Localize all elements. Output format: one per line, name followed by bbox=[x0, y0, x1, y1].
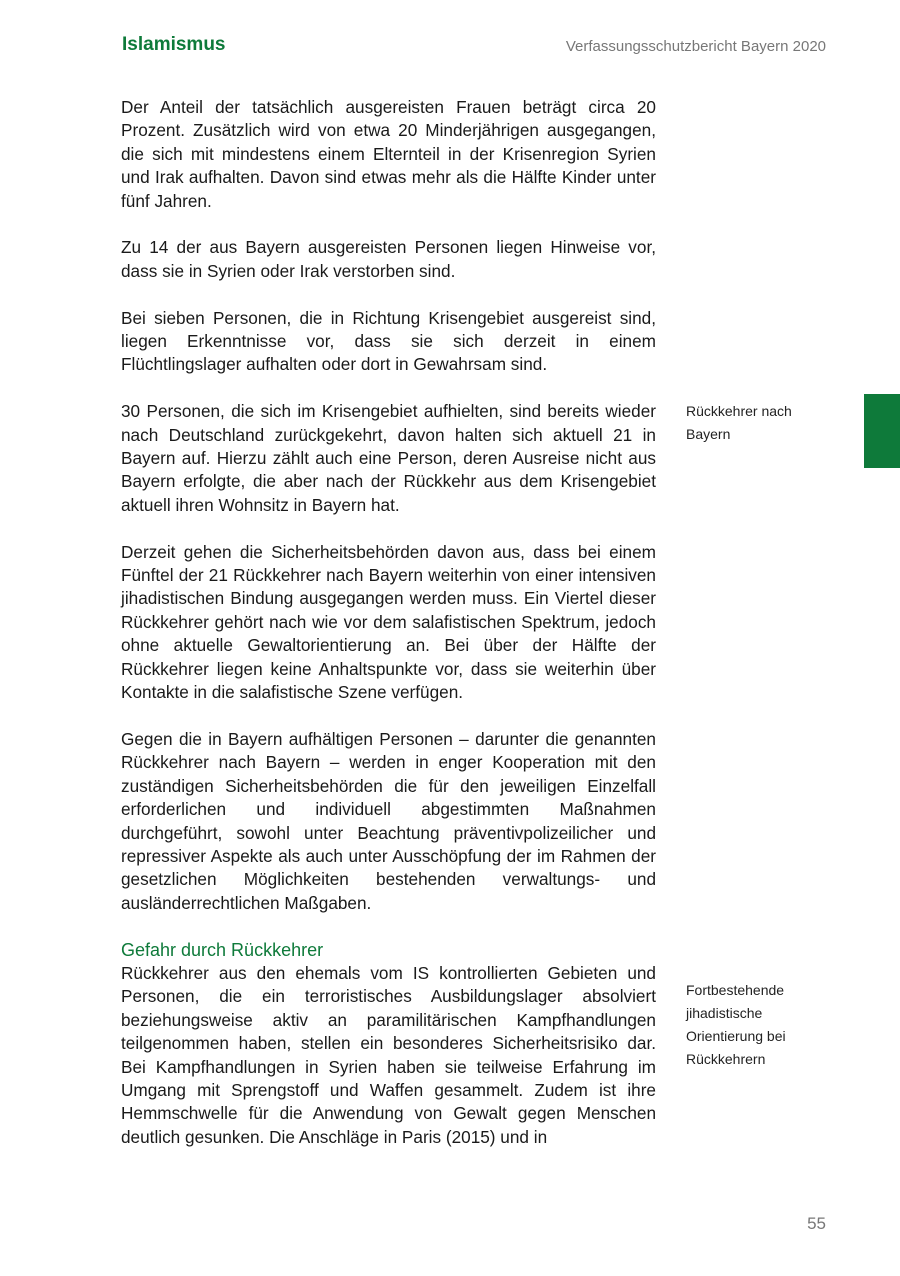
paragraph-women-share: Der Anteil der tatsächlich ausgereisten Frauen beträgt circa 20 Prozent. Zusätzlich wird von etwa 20 Minderjährigen ausgegangen, die sich mit mindestens einem Elternteil in der Krisenregion Syrien und Irak aufhalten. Davon sind etwas mehr als die Hälfte Kinder unter fünf Jahren. bbox=[121, 97, 656, 211]
chapter-tab-marker bbox=[864, 394, 900, 468]
margin-note-returnees: Rückkehrer nach Bayern bbox=[686, 403, 792, 442]
paragraph-measures: Gegen die in Bayern aufhältigen Personen – darunter die genannten Rückkehrer nach Bayern – werden in enger Kooperation mit den zuständigen Sicherheitsbehörden die für den jeweiligen Einzelfall erforderlichen und individuell abgestimmten Maßnahmen durchgeführt, sowohl unter Beachtung präventivpolizeilicher und repressiver Aspekte als auch unter Ausschöpfung der im Rahmen der gesetzlichen Möglichkeiten bestehenden verwaltungs- und ausländerrechtlichen Maßgaben. bbox=[121, 728, 656, 913]
paragraph-danger-returnees: Rückkehrer aus den ehemals vom IS kontrollierten Gebieten und Personen, die ein terroristisches Ausbildungslager absolviert beziehungsweise aktiv an paramilitärischen Kampfhandlungen teilgenommen haben, stellen ein besonderes Sicherheitsrisiko dar. Bei Kampfhandlungen in Syrien haben sie teilweise Erfahrung im Umgang mit Sprengstoff und Waffen gesammelt. Zudem ist ihre Hemmschwelle für die Anwendung von Gewalt gegen Menschen deutlich gesunken. Die Anschläge in Paris (2015) und in bbox=[121, 962, 656, 1147]
margin-note-jihadist-orientation: Fortbestehende jihadistische Orientierung bei Rückkehrern bbox=[686, 982, 786, 1067]
report-title: Verfassungsschutzbericht Bayern 2020 bbox=[565, 38, 826, 55]
subheading-danger-returnees: Gefahr durch Rückkehrer bbox=[121, 939, 324, 960]
paragraph-security-assessment: Derzeit gehen die Sicherheitsbehörden davon aus, dass bei einem Fünftel der 21 Rückkehrer nach Bayern weiterhin von einer intensiven jihadistischen Bindung ausgegangen werden muss. Ein Viertel dieser Rückkehrer gehört nach wie vor dem salafistischen Spektrum, jedoch ohne aktuelle Gewaltorientierung an. Bei über der Hälfte der Rückkehrer liegen keine Anhaltspunkte vor, dass sie weiterhin über Kontakte in die salafistische Szene verfügen. bbox=[121, 541, 656, 703]
paragraph-deceased: Zu 14 der aus Bayern ausgereisten Personen liegen Hinweise vor, dass sie in Syrien oder Irak verstorben sind. bbox=[121, 237, 656, 281]
page-number: 55 bbox=[807, 1214, 826, 1233]
main-text-column bbox=[121, 96, 656, 1149]
paragraph-returnees: 30 Personen, die sich im Krisengebiet aufhielten, sind bereits wieder nach Deutschland zurückgekehrt, davon halten sich aktuell 21 in Bayern auf. Hierzu zählt auch eine Person, deren Ausreise nicht aus Bayern erfolgte, die aber nach der Rückkehr aus dem Krisengebiet aktuell ihren Wohnsitz in Bayern hat. bbox=[121, 401, 656, 515]
section-title: Islamismus bbox=[122, 34, 226, 55]
paragraph-refugee-camps: Bei sieben Personen, die in Richtung Krisengebiet ausgereist sind, liegen Erkenntnisse vor, dass sie sich derzeit in einem Flüchtlingslager aufhalten oder dort in Gewahrsam sind. bbox=[121, 307, 656, 375]
